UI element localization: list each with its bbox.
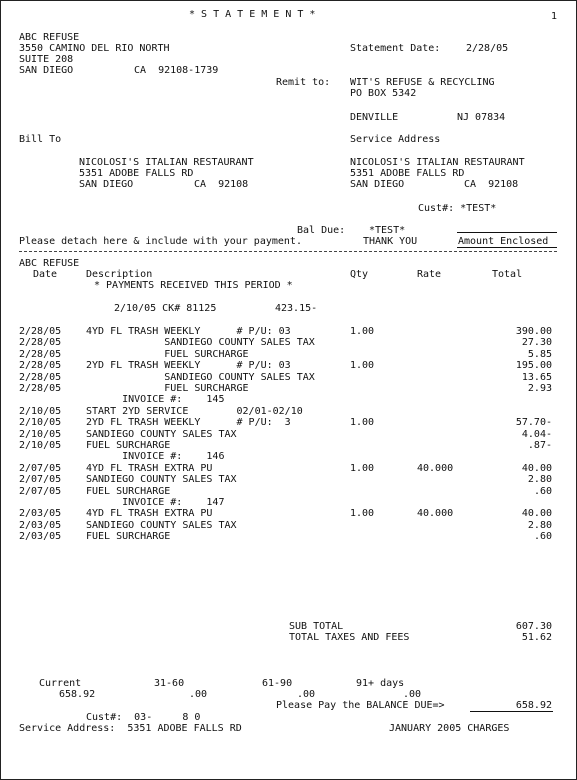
- amount-enclosed-label: Amount Enclosed: [458, 236, 549, 247]
- line-description: SANDIEGO COUNTY SALES TAX: [86, 372, 315, 383]
- col-description: Description: [86, 269, 153, 280]
- company-state-zip: CA 92108-1739: [134, 65, 219, 76]
- line-date: 2/28/05: [19, 360, 62, 371]
- line-date: 2/07/05: [19, 463, 62, 474]
- taxes-value: 51.62: [521, 632, 552, 643]
- payments-heading: * PAYMENTS RECEIVED THIS PERIOD *: [94, 280, 293, 291]
- line-total: 195.00: [515, 360, 552, 371]
- service-address-label: Service Address: [350, 134, 441, 145]
- statement-title: * S T A T E M E N T *: [189, 9, 316, 20]
- line-qty: 1.00: [350, 326, 375, 337]
- bal-due-label: Bal Due:: [297, 225, 346, 236]
- remit-po: PO BOX 5342: [350, 88, 417, 99]
- line-date: 2/03/05: [19, 531, 62, 542]
- line-description: INVOICE #: 147: [86, 497, 225, 508]
- line-description: FUEL SURCHARGE: [86, 531, 171, 542]
- statement-date: 2/28/05: [466, 43, 509, 54]
- line-date: 2/03/05: [19, 508, 62, 519]
- aging-current-label: Current: [39, 678, 82, 689]
- line-description: FUEL SURCHARGE: [86, 486, 171, 497]
- company-address1: 3550 CAMINO DEL RIO NORTH: [19, 43, 170, 54]
- line-total: 390.00: [515, 326, 552, 337]
- line-description: FUEL SURCHARGE: [86, 383, 249, 394]
- line-description: 2YD FL TRASH WEEKLY # P/U: 03: [86, 360, 291, 371]
- footer-cust-number: Cust#: 03- 8 0: [86, 712, 201, 723]
- payment-amount: 423.15-: [275, 303, 318, 314]
- amount-enclosed-underline: [457, 247, 557, 248]
- footer-charges-period: JANUARY 2005 CHARGES: [389, 723, 510, 734]
- remit-state-zip: NJ 07834: [457, 112, 506, 123]
- line-rate: 40.000: [417, 508, 454, 519]
- line-description: FUEL SURCHARGE: [86, 440, 171, 451]
- line-description: 4YD FL TRASH EXTRA PU: [86, 508, 213, 519]
- service-name: NICOLOSI'S ITALIAN RESTAURANT: [350, 157, 525, 168]
- line-description: INVOICE #: 145: [86, 394, 225, 405]
- company-address2: SUITE 208: [19, 54, 74, 65]
- line-date: 2/28/05: [19, 383, 62, 394]
- line-qty: 1.00: [350, 360, 375, 371]
- line-date: 2/10/05: [19, 429, 62, 440]
- statement-date-label: Statement Date:: [350, 43, 441, 54]
- line-description: 4YD FL TRASH EXTRA PU: [86, 463, 213, 474]
- line-total: 2.80: [527, 474, 552, 485]
- line-description: SANDIEGO COUNTY SALES TAX: [86, 474, 237, 485]
- line-description: INVOICE #: 146: [86, 451, 225, 462]
- line-date: 2/28/05: [19, 337, 62, 348]
- aging-61-90-label: 61-90: [262, 678, 293, 689]
- payment-line: 2/10/05 CK# 81125: [114, 303, 217, 314]
- line-total: 40.00: [521, 508, 552, 519]
- line-description: START 2YD SERVICE 02/01-02/10: [86, 406, 303, 417]
- line-qty: 1.00: [350, 417, 375, 428]
- line-total: 27.30: [521, 337, 552, 348]
- remit-name: WIT'S REFUSE & RECYCLING: [350, 77, 495, 88]
- aging-31-60-label: 31-60: [154, 678, 185, 689]
- col-qty: Qty: [350, 269, 369, 280]
- col-total: Total: [492, 269, 523, 280]
- thank-you: THANK YOU: [363, 236, 418, 247]
- line-date: 2/28/05: [19, 349, 62, 360]
- line-total: .60: [533, 486, 552, 497]
- sub-total-label: SUB TOTAL: [289, 621, 344, 632]
- aging-31-60-value: .00: [189, 689, 208, 700]
- col-date: Date: [33, 269, 58, 280]
- line-date: 2/10/05: [19, 440, 62, 451]
- line-description: 2YD FL TRASH WEEKLY # P/U: 3: [86, 417, 291, 428]
- line-total: 40.00: [521, 463, 552, 474]
- line-description: FUEL SURCHARGE: [86, 349, 249, 360]
- line-total: 2.93: [527, 383, 552, 394]
- balance-due-value: 658.92: [515, 700, 552, 711]
- aging-current-value: 658.92: [59, 689, 96, 700]
- line-total: .87-: [527, 440, 552, 451]
- company-city: SAN DIEGO: [19, 65, 74, 76]
- bal-due-value: *TEST*: [369, 225, 406, 236]
- footer-service-address: Service Address: 5351 ADOBE FALLS RD: [19, 723, 242, 734]
- line-description: SANDIEGO COUNTY SALES TAX: [86, 520, 237, 531]
- sub-total-value: 607.30: [515, 621, 552, 632]
- line-description: 4YD FL TRASH WEEKLY # P/U: 03: [86, 326, 291, 337]
- aging-91-value: .00: [403, 689, 422, 700]
- line-total: 2.80: [527, 520, 552, 531]
- page-number: 1: [551, 11, 558, 22]
- line-date: 2/28/05: [19, 326, 62, 337]
- line-date: 2/10/05: [19, 417, 62, 428]
- lower-company-name: ABC REFUSE: [19, 258, 80, 269]
- line-total: 57.70-: [515, 417, 552, 428]
- bill-to-name: NICOLOSI'S ITALIAN RESTAURANT: [79, 157, 254, 168]
- amount-enclosed-line: [457, 232, 557, 233]
- line-qty: 1.00: [350, 508, 375, 519]
- remit-city: DENVILLE: [350, 112, 399, 123]
- detach-instruction: Please detach here & include with your payment.: [19, 236, 302, 247]
- line-date: 2/03/05: [19, 520, 62, 531]
- cust-number: Cust#: *TEST*: [418, 203, 497, 214]
- line-total: .60: [533, 531, 552, 542]
- balance-due-label: Please Pay the BALANCE DUE=>: [276, 700, 445, 711]
- line-date: 2/10/05: [19, 406, 62, 417]
- line-total: 5.85: [527, 349, 552, 360]
- line-qty: 1.00: [350, 463, 375, 474]
- service-address: 5351 ADOBE FALLS RD: [350, 168, 465, 179]
- bill-to-label: Bill To: [19, 134, 62, 145]
- col-rate: Rate: [417, 269, 442, 280]
- service-city: SAN DIEGO: [350, 179, 405, 190]
- bill-to-state-zip: CA 92108: [194, 179, 249, 190]
- company-name: ABC REFUSE: [19, 32, 80, 43]
- aging-61-90-value: .00: [297, 689, 316, 700]
- taxes-label: TOTAL TAXES AND FEES: [289, 632, 410, 643]
- balance-due-underline: [470, 711, 553, 712]
- bill-to-address: 5351 ADOBE FALLS RD: [79, 168, 194, 179]
- line-total: 4.04-: [521, 429, 552, 440]
- detach-line: [19, 251, 557, 252]
- bill-to-city: SAN DIEGO: [79, 179, 134, 190]
- aging-91-label: 91+ days: [356, 678, 405, 689]
- remit-label: Remit to:: [276, 77, 331, 88]
- line-rate: 40.000: [417, 463, 454, 474]
- line-date: 2/07/05: [19, 474, 62, 485]
- line-total: 13.65: [521, 372, 552, 383]
- line-description: SANDIEGO COUNTY SALES TAX: [86, 337, 315, 348]
- service-state-zip: CA 92108: [464, 179, 519, 190]
- line-description: SANDIEGO COUNTY SALES TAX: [86, 429, 237, 440]
- line-date: 2/07/05: [19, 486, 62, 497]
- line-date: 2/28/05: [19, 372, 62, 383]
